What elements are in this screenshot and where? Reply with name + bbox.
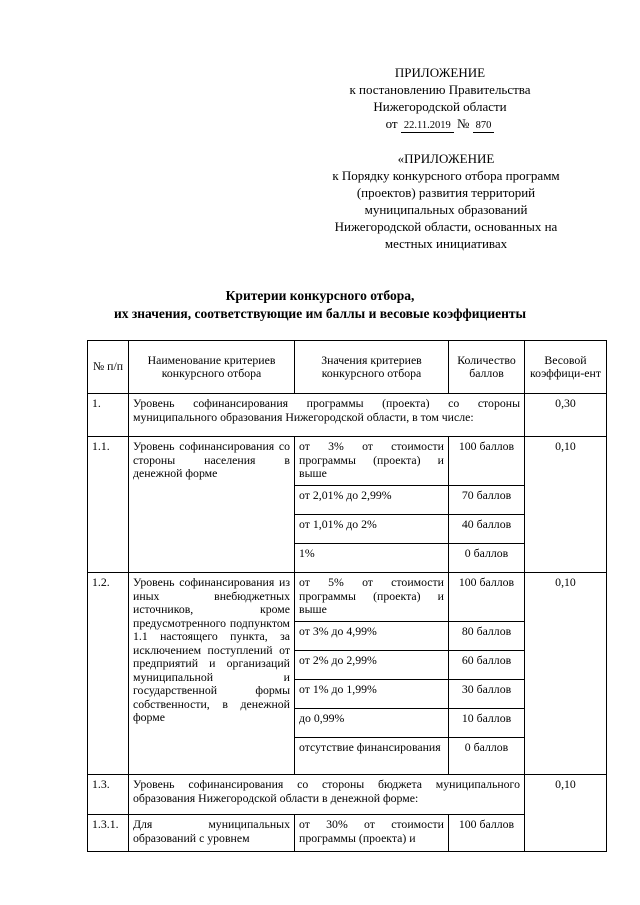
- criteria-table: [87, 340, 607, 852]
- table-row: [88, 437, 607, 486]
- row-criterion: Уровень софинансирования со стороны бюджета муниципального образования Нижегородской области в денежной форме:: [129, 775, 525, 815]
- procedure-annex-line: Нижегородской области, основанных на: [334, 219, 558, 234]
- row-value: от 3% до 4,99%: [295, 622, 449, 651]
- annex-date-line: [320, 115, 560, 133]
- resolution-date: 22.11.2019: [401, 119, 454, 133]
- number-prefix: №: [456, 116, 470, 131]
- row-points: 0 баллов: [449, 544, 525, 573]
- row-num: 1.3.1.: [88, 815, 129, 852]
- header-name: Наименование критериев конкурсного отбора: [129, 341, 295, 394]
- row-criterion: Для муниципальных образований с уровнем: [129, 815, 295, 852]
- annex-header: [320, 64, 560, 133]
- row-value: до 0,99%: [295, 709, 449, 738]
- row-num: 1.3.: [88, 775, 129, 815]
- row-weight: 0,30: [525, 394, 607, 437]
- row-value: отсутствие финансирования: [295, 738, 449, 775]
- procedure-annex-line: муниципальных образований: [364, 202, 528, 217]
- table-row: [88, 394, 607, 437]
- row-value: от 2% до 2,99%: [295, 651, 449, 680]
- row-weight: 0,10: [525, 775, 607, 852]
- table-row: [88, 573, 607, 622]
- row-points: 100 баллов: [449, 573, 525, 622]
- procedure-annex-line: (проектов) развития территорий: [356, 185, 536, 200]
- row-criterion: Уровень софинансирования программы (проекта) со стороны муниципального образования Нижегородской области, в том числе:: [129, 394, 525, 437]
- header-points: Количество баллов: [449, 341, 525, 394]
- row-criterion: Уровень софинансирования из иных внебюджетных источников, кроме предусмотренного подпунктом 1.1 настоящего пункта, за исключением поступлений от предприятий и организаций муниципальной и государственной формы собственности, в денежной форме: [129, 573, 295, 775]
- row-value: от 2,01% до 2,99%: [295, 486, 449, 515]
- header-values: Значения критериев конкурсного отбора: [295, 341, 449, 394]
- row-weight: 0,10: [525, 437, 607, 573]
- row-criterion: Уровень софинансирования со стороны населения в денежной форме: [129, 437, 295, 573]
- procedure-annex-header: [300, 150, 592, 252]
- annex-resolution-line: к постановлению Правительства: [349, 82, 531, 97]
- title-line-1: Критерии конкурсного отбора,: [225, 288, 415, 303]
- table-header-row: [88, 341, 607, 394]
- row-points: 60 баллов: [449, 651, 525, 680]
- procedure-annex-line: к Порядку конкурсного отбора программ: [332, 168, 560, 183]
- annex-region-line: Нижегородской области: [373, 99, 507, 114]
- row-value: от 1,01% до 2%: [295, 515, 449, 544]
- procedure-annex-line: местных инициативах: [384, 236, 508, 251]
- row-num: 1.1.: [88, 437, 129, 573]
- date-prefix: от: [385, 116, 398, 131]
- row-value: 1%: [295, 544, 449, 573]
- row-points: 70 баллов: [449, 486, 525, 515]
- row-value: от 30% от стоимости программы (проекта) и: [295, 815, 449, 852]
- header-weight: Весовой коэффици-ент: [525, 341, 607, 394]
- document-title: [60, 287, 580, 323]
- row-points: 100 баллов: [449, 815, 525, 852]
- row-num: 1.: [88, 394, 129, 437]
- table-row: [88, 775, 607, 815]
- title-line-2: их значения, соответствующие им баллы и весовые коэффициенты: [113, 306, 527, 321]
- row-value: от 1% до 1,99%: [295, 680, 449, 709]
- row-weight: 0,10: [525, 573, 607, 775]
- row-points: 100 баллов: [449, 437, 525, 486]
- row-value: от 3% от стоимости программы (проекта) и выше: [295, 437, 449, 486]
- row-points: 40 баллов: [449, 515, 525, 544]
- row-points: 10 баллов: [449, 709, 525, 738]
- row-points: 30 баллов: [449, 680, 525, 709]
- row-points: 0 баллов: [449, 738, 525, 775]
- row-num: 1.2.: [88, 573, 129, 775]
- procedure-annex-line: «ПРИЛОЖЕНИЕ: [397, 151, 495, 166]
- annex-title: ПРИЛОЖЕНИЕ: [394, 65, 486, 80]
- header-num: № п/п: [88, 341, 129, 394]
- resolution-number: 870: [473, 119, 495, 133]
- row-points: 80 баллов: [449, 622, 525, 651]
- row-value: от 5% от стоимости программы (проекта) и выше: [295, 573, 449, 622]
